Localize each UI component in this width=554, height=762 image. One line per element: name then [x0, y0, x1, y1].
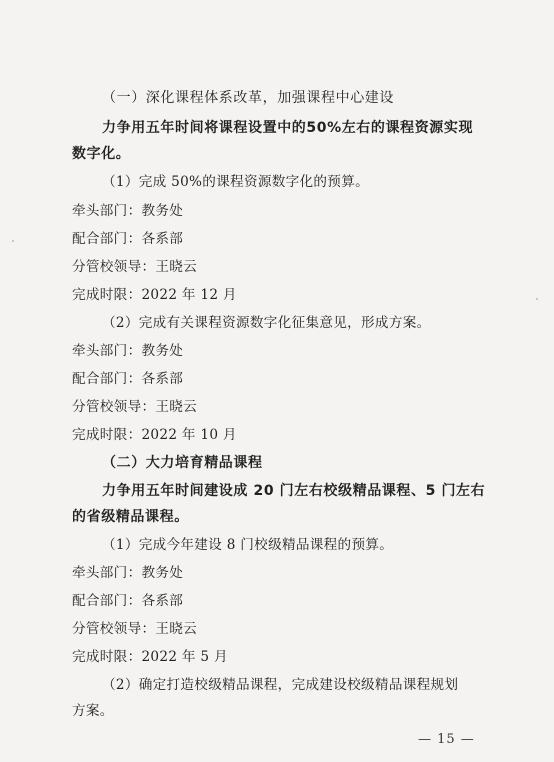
page-number: — 15 — — [418, 732, 475, 747]
section-1-heading: （一）深化课程体系改革，加强课程中心建设 — [102, 90, 394, 106]
section-1-goal-line-1: 力争用五年时间将课程设置中的50%左右的课程资源实现 — [102, 120, 474, 136]
section-1-task-1-deadline: 完成时限：2022 年 12 月 — [72, 287, 237, 303]
section-1-task-1-title: （1）完成 50%的课程资源数字化的预算。 — [102, 174, 369, 190]
scan-speck — [536, 298, 538, 300]
section-1-task-2-coop-dept: 配合部门：各系部 — [72, 371, 184, 387]
section-2-task-1-title: （1）完成今年建设 8 门校级精品课程的预算。 — [102, 537, 394, 553]
section-2-goal-line-1: 力争用五年时间建设成 20 门左右校级精品课程、5 门左右 — [102, 483, 486, 499]
section-2-task-1-lead-dept: 牵头部门：教务处 — [72, 565, 184, 581]
section-2-goal-line-2: 的省级精品课程。 — [72, 509, 189, 525]
section-1-task-2-lead-dept: 牵头部门：教务处 — [72, 343, 184, 359]
section-1-task-1-leader: 分管校领导：王晓云 — [72, 259, 198, 275]
section-2-task-1-leader: 分管校领导：王晓云 — [72, 621, 198, 637]
scan-speck — [12, 240, 14, 242]
section-2-task-2-title-line-1: （2）确定打造校级精品课程，完成建设校级精品课程规划 — [102, 677, 459, 693]
section-1-task-1-lead-dept: 牵头部门：教务处 — [72, 203, 184, 219]
section-1-goal-line-2: 数字化。 — [72, 146, 131, 162]
section-2-task-1-coop-dept: 配合部门：各系部 — [72, 593, 184, 609]
section-1-task-2-title: （2）完成有关课程资源数字化征集意见，形成方案。 — [102, 315, 431, 331]
section-1-task-2-deadline: 完成时限：2022 年 10 月 — [72, 427, 237, 443]
section-1-task-1-coop-dept: 配合部门：各系部 — [72, 231, 184, 247]
section-2-task-1-deadline: 完成时限：2022 年 5 月 — [72, 649, 228, 665]
section-2-heading: （二）大力培育精品课程 — [102, 455, 263, 471]
section-1-task-2-leader: 分管校领导：王晓云 — [72, 399, 198, 415]
section-2-task-2-title-line-2: 方案。 — [72, 703, 114, 719]
